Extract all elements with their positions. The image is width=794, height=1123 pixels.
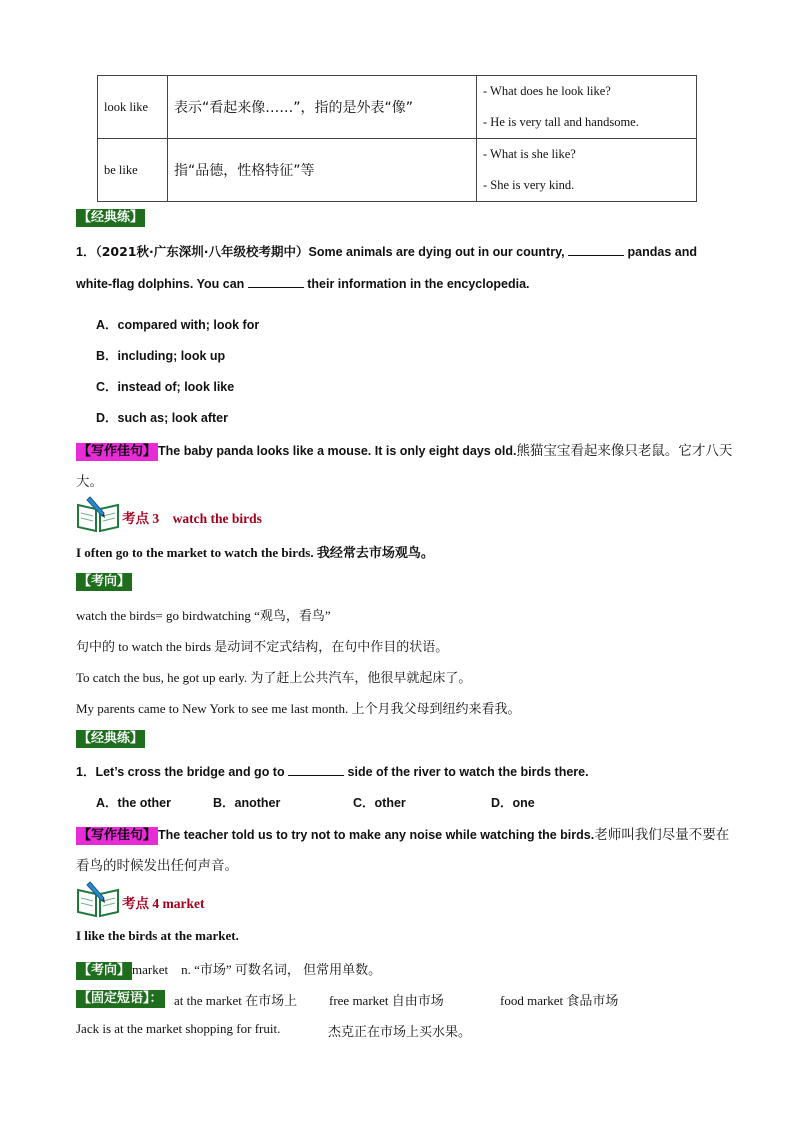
writing-sentence-2-cont: 看鸟的时候发出任何声音。 xyxy=(76,858,238,874)
comparison-table xyxy=(97,75,697,202)
term-cell: be like xyxy=(98,139,168,202)
phrase-item: at the market 在市场上 xyxy=(174,993,298,1008)
book-pencil-icon xyxy=(76,495,120,533)
writing-sentence-1: 【写作佳句】 The baby panda looks like a mouse. It is only eight days old.熊猫宝宝看起来像只老鼠。它才八天 xyxy=(78,443,733,459)
point-4-note: 【考向】 market n. “市场” 可数名词， 但常用单数。 xyxy=(78,962,382,978)
example-line: - He is very tall and handsome. xyxy=(483,115,639,129)
option-c[interactable]: C．instead of; look like xyxy=(96,380,235,394)
note-line: 句中的 to watch the birds 是动词不定式结构，在句中作目的状语。 xyxy=(76,639,449,654)
example-line: - What is she like? xyxy=(483,147,576,161)
table-row xyxy=(98,139,697,202)
writing-sentence-2: 【写作佳句】 The teacher told us to try not to make any noise while watching the birds.老师叫我们尽量不要在 xyxy=(78,827,730,843)
example-en: Jack is at the market shopping for fruit. xyxy=(76,1021,281,1036)
question-2: 1．Let’s cross the bridge and go to side of the river to watch the birds there. xyxy=(76,765,589,779)
classic-practice-tag: 【经典练】 xyxy=(78,731,144,746)
fixed-phrases: 【固定短语】： xyxy=(78,991,163,1006)
note-line: My parents came to New York to see me last month. 上个月我父母到纽约来看我。 xyxy=(76,701,521,716)
classic-practice-tag: 【经典练】 xyxy=(78,210,144,225)
answer-blank[interactable] xyxy=(248,277,304,288)
option-d[interactable]: D．one xyxy=(491,796,535,810)
option-b[interactable]: B．another xyxy=(213,796,281,810)
option-c[interactable]: C．other xyxy=(353,796,406,810)
point-3-title: 考点 3 watch the birds xyxy=(122,511,262,526)
meaning-cell: 指“品德，性格特征”等 xyxy=(168,139,477,202)
answer-blank[interactable] xyxy=(288,765,344,776)
option-a[interactable]: A．compared with; look for xyxy=(96,318,260,332)
kaoxiang-tag: 【考向】 xyxy=(78,574,131,589)
term-cell: look like xyxy=(98,76,168,139)
note-line: To catch the bus, he got up early. 为了赶上公共汽车，他很早就起床了。 xyxy=(76,670,472,685)
point-4-sentence: I like the birds at the market. xyxy=(76,928,239,943)
example-cell xyxy=(477,76,697,139)
question-1-continued: white-flag dolphins. You can their information in the encyclopedia. xyxy=(76,277,530,291)
option-a[interactable]: A．the other xyxy=(96,796,172,810)
phrase-item: food market 食品市场 xyxy=(500,993,619,1008)
answer-blank[interactable] xyxy=(568,245,624,256)
note-line: watch the birds= go birdwatching “观鸟，看鸟” xyxy=(76,608,331,623)
phrase-item: free market 自由市场 xyxy=(329,993,444,1008)
example-line: - What does he look like? xyxy=(483,84,611,98)
example-line: - She is very kind. xyxy=(483,178,575,192)
point-3-sentence: I often go to the market to watch the birds. 我经常去市场观鸟。 xyxy=(76,545,434,560)
option-b[interactable]: B．including; look up xyxy=(96,349,226,363)
example-cell xyxy=(477,139,697,202)
example-cn: 杰克正在市场上买水果。 xyxy=(328,1024,472,1039)
table-row xyxy=(98,76,697,139)
book-pencil-icon xyxy=(76,880,120,918)
option-d[interactable]: D．such as; look after xyxy=(96,411,228,425)
question-1: 1．（2021秋·广东深圳·八年级校考期中）Some animals are dying out in our country, pandas and xyxy=(76,244,697,259)
point-4-title: 考点 4 market xyxy=(122,896,205,911)
writing-sentence-1-cont: 大。 xyxy=(76,474,103,490)
meaning-cell: 表示“看起来像……”，指的是外表“像” xyxy=(168,76,477,139)
